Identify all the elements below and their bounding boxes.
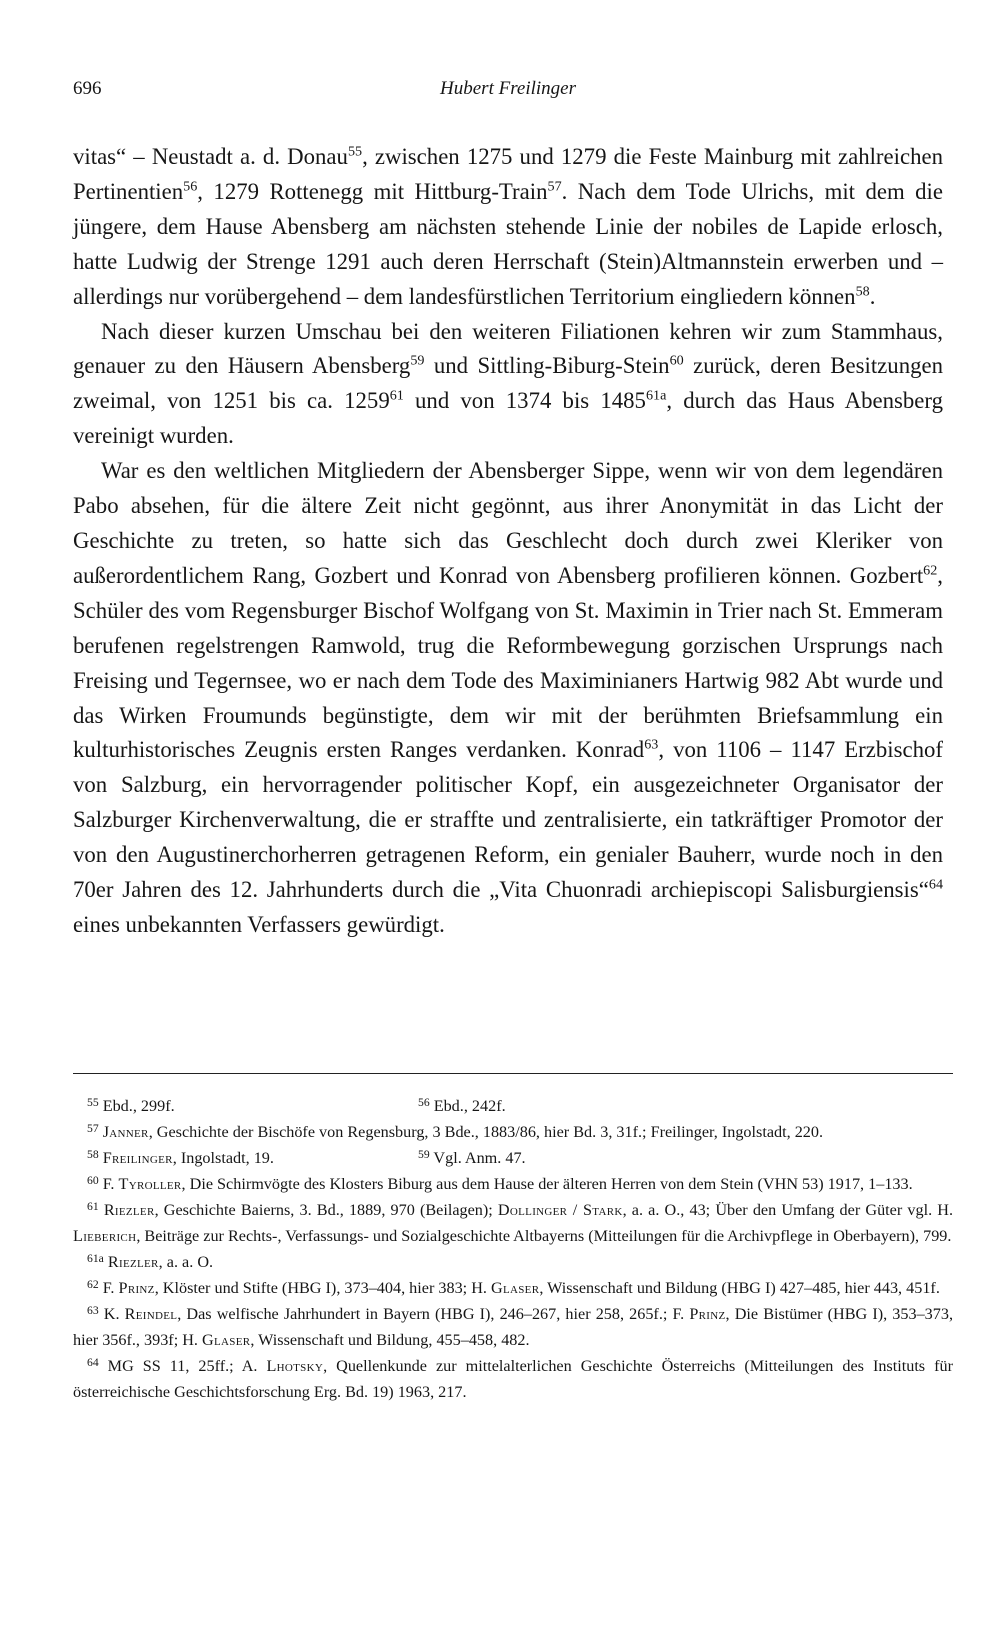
text-run: , von 1106 – 1147 Erzbischof von Salzburg, ein hervorragender politischer Kopf, ein ausgezeichneter Organisator der Salzburger Kirchenverwaltung, die er straffte und zentralisierte, ein tatkräftiger Promotor der von den Augustinerchorherren getragenen Reform, ein genialer Bauherr, wurde noch in den 70er Jahren des 12. Jahrhunderts durch die „Vita Chuonradi archiepiscopi Salisburgiensis“ (73, 737, 943, 903)
footnote-number: 62 (87, 1277, 99, 1291)
footnote-text: , Wissenschaft und Bildung, 455–458, 482. (250, 1331, 530, 1349)
text-run: , zwischen 1275 und 1279 die Feste Mainburg mit zahlreichen Pertinentien (73, 144, 944, 204)
author-name: Prinz (689, 1305, 726, 1323)
footnote-55 (73, 1093, 418, 1119)
footnote-61 (73, 1197, 953, 1249)
author-name: Freilinger (102, 1149, 173, 1167)
footnote-number: 56 (418, 1095, 430, 1109)
footnote-text: , Wissenschaft und Bildung (HBG I) 427–485, hier 443, 451f. (539, 1279, 940, 1297)
author-initial: F. (102, 1175, 119, 1193)
text-run: , durch das Haus Abensberg vereinigt wurden. (73, 388, 943, 449)
author-name: Dollinger / Stark (497, 1201, 623, 1219)
footnote-number: 63 (87, 1303, 99, 1317)
text-run: und von 1374 bis 1485 (403, 388, 646, 414)
footnote-ref[interactable]: 60 (669, 352, 684, 369)
author-name: Reindel (124, 1305, 178, 1323)
body-text (73, 140, 943, 943)
footnote-58 (73, 1145, 418, 1171)
footnote-ref[interactable]: 64 (928, 876, 943, 893)
footnote-63 (73, 1301, 953, 1353)
footnote-text: , Quellenkunde zur mittelalterlichen Geschichte Österreichs (Mitteilungen des Instituts für österreichische Geschichtsforschung Erg. Bd. 19) 1963, 217. (73, 1357, 953, 1401)
text-run: zurück, deren Besitzungen zweimal, von 1251 bis ca. 1259 (73, 353, 944, 414)
footnote-number: 61 (87, 1199, 99, 1213)
text-run: . Nach dem Tode Ulrichs, mit dem die jüngere, dem Hause Abensberg am nächsten stehende Linie der nobiles de Lapide erlosch, hatte Ludwig der Strenge 1291 auch deren Herrschaft (Stein)Altmannstein erwerben und – allerdings nur vorübergehend – dem landesfürstlichen Territorium eingliedern können (73, 178, 943, 309)
text-run: War es den weltlichen Mitgliedern der Abensberger Sippe, wenn wir von dem legendären Pabo absehen, für die ältere Zeit nicht gegönnt, aus ihrer Anonymität in das Licht der Geschichte zu treten, so hatte sich das Geschlecht doch durch zwei Kleriker von außerordentlichem Rang, Gozbert und Konrad von Abensberg profilieren können. Gozbert (73, 458, 943, 588)
footnote-text: MG SS 11, 25ff.; A. (107, 1357, 267, 1375)
footnotes (73, 1093, 953, 1405)
footnote-text: , Beiträge zur Rechts-, Verfassungs- und Sozialgeschichte Altbayerns (Mitteilungen für die Archivpflege in Oberbayern), 799. (136, 1227, 952, 1245)
page-number: 696 (73, 78, 102, 99)
footnote-text: , Die Schirmvögte des Klosters Biburg aus dem Hause der älteren Herren von dem Stein (VHN 53) 1917, 1–133. (181, 1175, 913, 1193)
text-run: . (869, 283, 876, 309)
footnote-text: , a. a. O. (158, 1253, 214, 1271)
footnote-64 (73, 1353, 953, 1405)
paragraph-3 (73, 454, 943, 943)
footnote-ref[interactable]: 61 (389, 387, 404, 404)
text-run: vitas“ – Neustadt a. d. Donau (73, 144, 348, 169)
author-name: Tyroller (118, 1175, 182, 1193)
running-header (73, 78, 943, 114)
text-run: , Schüler des vom Regensburger Bischof Wolfgang von St. Maximin in Trier nach St. Emmeram berufenen regelstrengen Ramwold, trug die Reformbewegung gorzischen Ursprungs nach Freising und Tegernsee, wo er nach dem Tode des Maximinianers Hartwig 982 Abt wurde und das Wirken Froumunds begünstigte, dem wir mit der berühmten Briefsammlung ein kulturhistorisches Zeugnis ersten Ranges verdanken. Konrad (73, 562, 943, 763)
footnote-ref[interactable]: 62 (923, 562, 938, 579)
footnote-text: , Ingolstadt, 19. (172, 1149, 274, 1167)
author-name: Lhotsky (266, 1357, 324, 1375)
author-initial: K. (103, 1305, 125, 1323)
author-name: Riezler (103, 1201, 155, 1219)
author-name: Prinz (118, 1279, 155, 1297)
footnote-number: 61a (87, 1251, 104, 1265)
author-name: Glaser (491, 1279, 540, 1297)
footnote-text: Ebd., 242f. (433, 1097, 506, 1115)
footnote-62 (73, 1275, 953, 1301)
text-run: , 1279 Rottenegg mit Hittburg-Train (197, 178, 548, 204)
footnote-57 (73, 1119, 953, 1145)
footnote-61a (73, 1249, 953, 1275)
footnote-ref[interactable]: 57 (547, 178, 562, 195)
paragraph-2 (73, 315, 943, 455)
author-name: Riezler (107, 1253, 159, 1271)
footnote-ref[interactable]: 58 (855, 283, 870, 300)
author-initial: F. (102, 1279, 119, 1297)
author-name: Janner (102, 1123, 149, 1141)
footnote-text: , Das welfische Jahrhundert in Bayern (HBG I), 246–267, hier 258, 265f.; F. (177, 1305, 690, 1323)
footnote-text: , a. a. O., 43; Über den Umfang der Güter vgl. H. (622, 1201, 954, 1219)
footnote-ref[interactable]: 59 (410, 352, 425, 369)
paragraph-1 (73, 140, 943, 315)
footnote-ref[interactable]: 56 (183, 178, 198, 195)
footnote-text: , Klöster und Stifte (HBG I), 373–404, hier 383; H. (154, 1279, 491, 1297)
footnote-text: Vgl. Anm. 47. (433, 1149, 526, 1167)
text-run: Nach dieser kurzen Umschau bei den weiteren Filiationen kehren wir zum Stammhaus, genauer zu den Häusern Abensberg (73, 318, 943, 379)
text-run: eines unbekannten Verfassers gewürdigt. (73, 911, 445, 937)
footnote-number: 64 (87, 1355, 99, 1369)
footnote-row (73, 1145, 953, 1171)
footnote-row (73, 1093, 953, 1119)
author-name: Glaser (202, 1331, 251, 1349)
footnote-ref[interactable]: 63 (644, 736, 659, 753)
footnote-text: , Geschichte Baierns, 3. Bd., 1889, 970 (Beilagen); (154, 1201, 498, 1219)
footnote-text: Ebd., 299f. (102, 1097, 175, 1115)
footnote-56 (418, 1093, 506, 1119)
footnote-number: 59 (418, 1147, 430, 1161)
footnote-text: , Die Bistümer (HBG I), 353–373, hier 356f., 393f; H. (73, 1305, 953, 1349)
footnote-text: , Geschichte der Bischöfe von Regensburg, 3 Bde., 1883/86, hier Bd. 3, 31f.; Freilinger, Ingolstadt, 220. (148, 1123, 824, 1141)
footnote-ref[interactable]: 61a (645, 387, 667, 404)
footnote-ref[interactable]: 55 (347, 143, 363, 160)
author-name: Lieberich (73, 1227, 137, 1245)
footnote-number: 55 (87, 1095, 99, 1109)
text-run: und Sittling-Biburg-Stein (424, 353, 670, 379)
footnote-number: 60 (87, 1173, 99, 1187)
footnote-60 (73, 1171, 953, 1197)
footnote-59 (418, 1145, 526, 1171)
running-title: Hubert Freilinger (440, 78, 576, 99)
footnote-divider (73, 1073, 953, 1074)
footnote-number: 58 (87, 1147, 99, 1161)
footnote-number: 57 (87, 1121, 99, 1135)
